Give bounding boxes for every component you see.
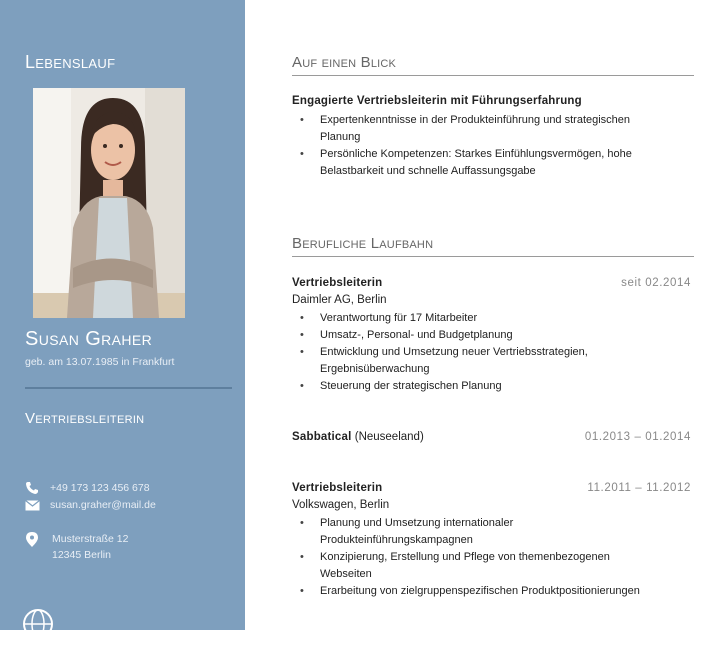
contact-address: [24, 531, 128, 563]
list-item: • Planung und Umsetzung internationaler Produkteinführungskampagnen: [300, 515, 560, 549]
birth-info: geb. am 13.07.1985 in Frankfurt: [25, 356, 175, 368]
sidebar: [0, 0, 245, 630]
sidebar-title: Lebenslauf: [25, 52, 116, 72]
section-rule: [292, 256, 694, 257]
candidate-name: Susan Graher: [25, 328, 153, 350]
job-title: Vertriebsleiterin: [292, 482, 383, 494]
list-item: • Persönliche Kompetenzen: Starkes Einfühlungsvermögen, hohe Belastbarkeit und schnelle Auffassungsgabe: [300, 146, 660, 180]
overview-bullets: [300, 112, 660, 180]
job-company: Daimler AG, Berlin: [292, 294, 387, 306]
section-rule: [292, 75, 694, 76]
sidebar-divider: [25, 387, 232, 389]
section-heading-overview: Auf einen Blick: [292, 54, 397, 71]
list-item: • Erarbeitung von zielgruppenspezifischen Produktpositionierungen: [300, 583, 680, 600]
profile-photo: [33, 88, 185, 318]
globe-icon: [22, 608, 54, 640]
list-item: • Konzipierung, Erstellung und Pflege von themenbezogenen Webseiten: [300, 549, 660, 583]
job-bullets: [300, 515, 680, 600]
job-title: Sabbatical: [292, 431, 352, 443]
list-item: • Steuerung der strategischen Planung: [300, 378, 650, 395]
job-role: Vertriebsleiterin: [25, 410, 145, 427]
job-date: 01.2013 – 01.2014: [584, 431, 691, 443]
list-item: • Expertenkenntnisse in der Produkteinführung und strategischen Planung: [300, 112, 660, 146]
contact-phone: +49 173 123 456 678: [24, 480, 150, 496]
phone-icon: [24, 480, 40, 496]
list-item: • Entwicklung und Umsetzung neuer Vertriebsstrategien, Ergebnisüberwachung: [300, 344, 650, 378]
job-date: seit 02.2014: [621, 277, 691, 289]
section-heading-career: Berufliche Laufbahn: [292, 235, 434, 252]
list-item: • Umsatz-, Personal- und Budgetplanung: [300, 327, 650, 344]
location-pin-icon: [24, 531, 40, 547]
list-item: • Verantwortung für 17 Mitarbeiter: [300, 310, 650, 327]
mail-icon: [24, 497, 40, 513]
job-title-suffix: (Neuseeland): [354, 431, 424, 443]
address-line-1: Musterstraße 12: [52, 533, 129, 545]
job-date: 11.2011 – 11.2012: [587, 482, 691, 494]
job-company: Volkswagen, Berlin: [292, 499, 390, 511]
overview-subheading: Engagierte Vertriebsleiterin mit Führungserfahrung: [292, 95, 582, 107]
contact-email[interactable]: susan.graher@mail.de: [24, 497, 156, 513]
address-line-2: 12345 Berlin: [52, 549, 111, 561]
job-title: Vertriebsleiterin: [292, 277, 383, 289]
sabbatical-entry: [292, 431, 424, 443]
job-bullets: [300, 310, 650, 395]
